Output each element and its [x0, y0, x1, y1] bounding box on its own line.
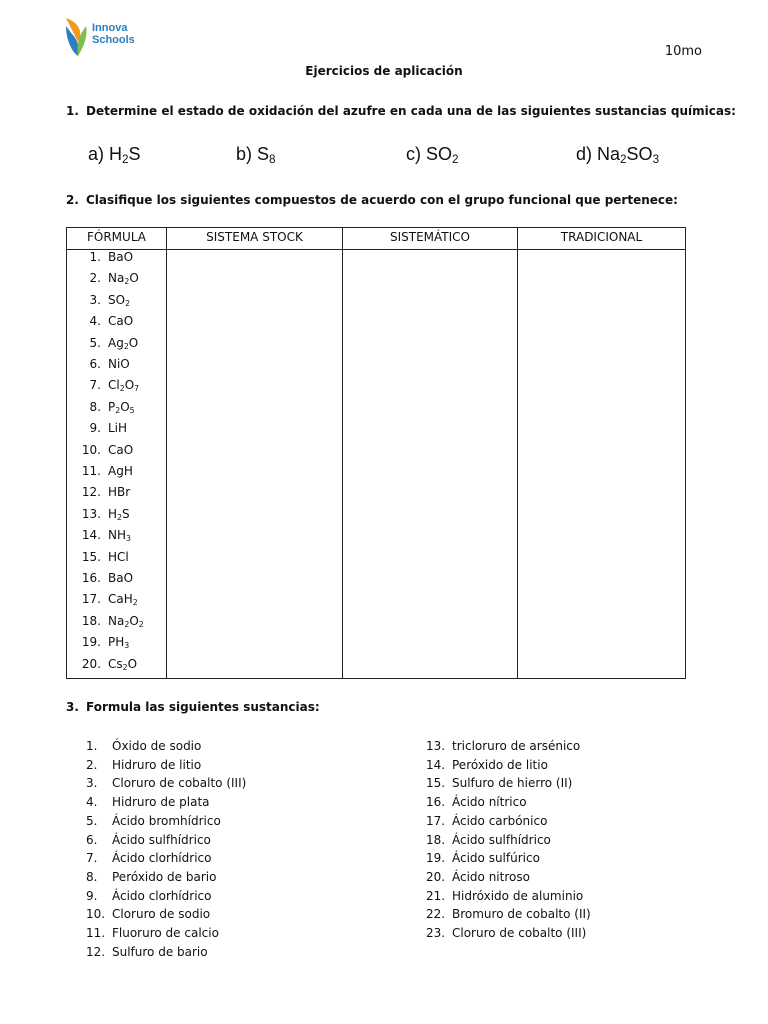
substance-formula: $SO_2$ — [426, 144, 459, 166]
column-header-tradicional: TRADICIONAL — [560, 230, 643, 244]
table-row — [67, 421, 167, 442]
row-formula: HCl — [108, 549, 129, 564]
row-number: 12. — [81, 485, 101, 500]
row-formula: CaO — [108, 442, 134, 457]
column-header-formula: FÓRMULA — [87, 230, 146, 244]
row-formula: $Cl_2O_7$ — [108, 378, 140, 394]
list-item-text: Hidruro de plata — [112, 795, 210, 810]
table-row — [67, 485, 167, 506]
list-item-number: 14. — [426, 757, 446, 772]
list-item-number: 9. — [86, 888, 98, 903]
row-number: 19. — [81, 635, 101, 650]
table-row — [67, 314, 167, 335]
list-item-number: 12. — [86, 944, 106, 959]
table-row — [67, 550, 167, 571]
table-row — [67, 336, 167, 357]
list-item-text: Ácido clorhídrico — [112, 851, 212, 866]
row-number: 13. — [81, 506, 101, 521]
list-item-text: Ácido nítrico — [452, 795, 527, 810]
classification-table — [66, 227, 686, 679]
list-item-number: 2. — [86, 757, 98, 772]
row-formula: NiO — [108, 357, 130, 371]
substance-label: b) — [236, 144, 258, 164]
list-item-number: 7. — [86, 851, 98, 866]
substance-formula: $H_2S$ — [109, 144, 141, 166]
list-item-number: 13. — [426, 739, 446, 753]
list-item-text: Bromuro de cobalto (II) — [452, 907, 591, 922]
table-row — [67, 614, 167, 635]
row-number: 6. — [89, 357, 101, 371]
logo-leaf-icon — [64, 16, 90, 58]
row-number: 7. — [89, 378, 101, 393]
substance-label: d) — [576, 144, 598, 164]
row-formula: $PH_3$ — [108, 635, 130, 651]
list-item-number: 20. — [426, 869, 446, 884]
list-item-number: 6. — [86, 832, 98, 847]
row-formula: $SO_2$ — [108, 292, 131, 308]
row-number: 14. — [81, 528, 101, 543]
list-item-text: Cloruro de cobalto (III) — [112, 776, 247, 791]
list-item-number: 21. — [426, 888, 446, 903]
row-formula: CaH$_2$ — [108, 592, 138, 608]
list-item-text: Ácido sulfhídrico — [452, 832, 551, 847]
row-formula: AgH — [108, 464, 133, 478]
list-item-text: Peróxido de litio — [452, 757, 548, 772]
substance-label: c) — [406, 144, 426, 164]
row-formula: BaO — [108, 250, 134, 264]
column-header-sistematico: SISTEMÁTICO — [389, 230, 470, 244]
row-number: 10. — [81, 442, 101, 457]
row-formula: BaO — [108, 571, 134, 585]
list-item-text: Sulfuro de bario — [112, 944, 208, 959]
list-item-text: Cloruro de sodio — [112, 907, 211, 922]
table-row — [67, 357, 167, 378]
list-item-number: 1. — [86, 739, 98, 753]
question-1 — [66, 104, 736, 118]
question-text: Determine el estado de oxidación del azufre en cada una de las siguientes sustancias químicas: — [86, 104, 736, 118]
innova-schools-logo — [64, 16, 144, 60]
column-divider — [342, 228, 343, 678]
list-item-number: 23. — [426, 926, 446, 940]
row-formula: $Cs_2O$ — [108, 656, 138, 672]
table-row — [67, 293, 167, 314]
question-number: 1. — [66, 104, 79, 118]
grade-label: 10mo — [664, 44, 702, 59]
table-row — [67, 464, 167, 485]
list-item-text: Ácido bromhídrico — [112, 813, 221, 828]
row-number: 3. — [89, 292, 101, 307]
list-item-text: Ácido sulfúrico — [452, 851, 540, 866]
substances-list-right — [426, 739, 726, 979]
table-row — [67, 400, 167, 421]
list-item-text: Hidróxido de aluminio — [452, 888, 584, 903]
list-item-text: tricloruro de arsénico — [452, 739, 581, 753]
table-row — [67, 571, 167, 592]
row-number: 15. — [81, 549, 101, 564]
substance-formula: $Na_2SO_3$ — [597, 144, 660, 166]
list-item-text: Ácido sulfhídrico — [112, 832, 211, 847]
substances-list-left — [86, 739, 386, 979]
row-formula: $H_2S$ — [108, 506, 130, 522]
list-item-number: 19. — [426, 851, 446, 866]
list-item-text: Hidruro de litio — [112, 757, 202, 772]
substance-formula: $S_8$ — [257, 144, 276, 166]
list-item-text: Ácido nitroso — [452, 869, 530, 884]
list-item-number: 16. — [426, 795, 446, 810]
column-header-stock: SISTEMA STOCK — [206, 230, 303, 244]
row-number: 9. — [89, 421, 101, 436]
question-number: 2. — [66, 193, 79, 207]
substance-item — [576, 144, 659, 165]
row-number: 5. — [89, 335, 101, 350]
list-item-number: 5. — [86, 813, 98, 828]
list-item-text: Fluoruro de calcio — [112, 926, 219, 940]
list-item-text: Sulfuro de hierro (II) — [452, 776, 573, 791]
question-number: 3. — [66, 700, 79, 714]
list-item-number: 4. — [86, 795, 98, 810]
row-formula: $NH_3$ — [108, 528, 131, 544]
row-number: 11. — [81, 464, 101, 478]
row-formula: $Na_2O_2$ — [108, 613, 144, 629]
list-item-number: 18. — [426, 832, 446, 847]
table-row — [67, 635, 167, 656]
row-number: 4. — [89, 314, 101, 329]
list-item-number: 22. — [426, 907, 446, 922]
row-number: 20. — [81, 656, 101, 671]
list-item-text: Peróxido de bario — [112, 869, 217, 884]
page-title: Ejercicios de aplicación — [305, 64, 463, 78]
substance-item — [236, 144, 276, 165]
substance-item — [406, 144, 459, 165]
row-number: 16. — [81, 571, 101, 585]
table-row — [67, 507, 167, 528]
row-formula: HBr — [108, 485, 131, 500]
table-row — [67, 378, 167, 399]
table-row — [67, 657, 167, 678]
question-text: Formula las siguientes sustancias: — [86, 700, 320, 714]
table-row — [67, 271, 167, 292]
substance-label: a) — [88, 144, 110, 164]
list-item-text: Ácido clorhídrico — [112, 888, 212, 903]
row-formula: LiH — [108, 421, 128, 436]
column-divider — [517, 228, 518, 678]
list-item-number: 3. — [86, 776, 98, 791]
question-3 — [66, 700, 320, 714]
row-number: 1. — [89, 250, 101, 264]
list-item-number: 10. — [86, 907, 106, 922]
row-formula: $Na_2O$ — [108, 271, 139, 287]
list-item-text: Cloruro de cobalto (III) — [452, 926, 587, 940]
row-formula: $P_2O_5$ — [108, 399, 135, 415]
row-number: 2. — [89, 271, 101, 286]
table-row — [67, 528, 167, 549]
row-formula: CaO — [108, 314, 134, 329]
row-formula: $Ag_2O$ — [108, 335, 139, 351]
table-row — [67, 443, 167, 464]
table-row — [67, 592, 167, 613]
substance-item — [88, 144, 141, 165]
list-item-number: 11. — [86, 926, 106, 940]
sulfur-substances — [0, 144, 768, 170]
question-text: Clasifique los siguientes compuestos de acuerdo con el grupo funcional que pertenece: — [86, 193, 678, 207]
list-item-text: Óxido de sodio — [112, 739, 202, 753]
row-number: 17. — [81, 592, 101, 607]
question-2 — [66, 193, 678, 207]
list-item-number: 8. — [86, 869, 98, 884]
list-item-number: 17. — [426, 813, 446, 828]
row-number: 8. — [89, 399, 101, 414]
list-item-number: 15. — [426, 776, 446, 791]
list-item-text: Ácido carbónico — [452, 813, 548, 828]
row-number: 18. — [81, 613, 101, 628]
table-row — [67, 250, 167, 271]
logo-text: Innova Schools — [92, 22, 135, 46]
